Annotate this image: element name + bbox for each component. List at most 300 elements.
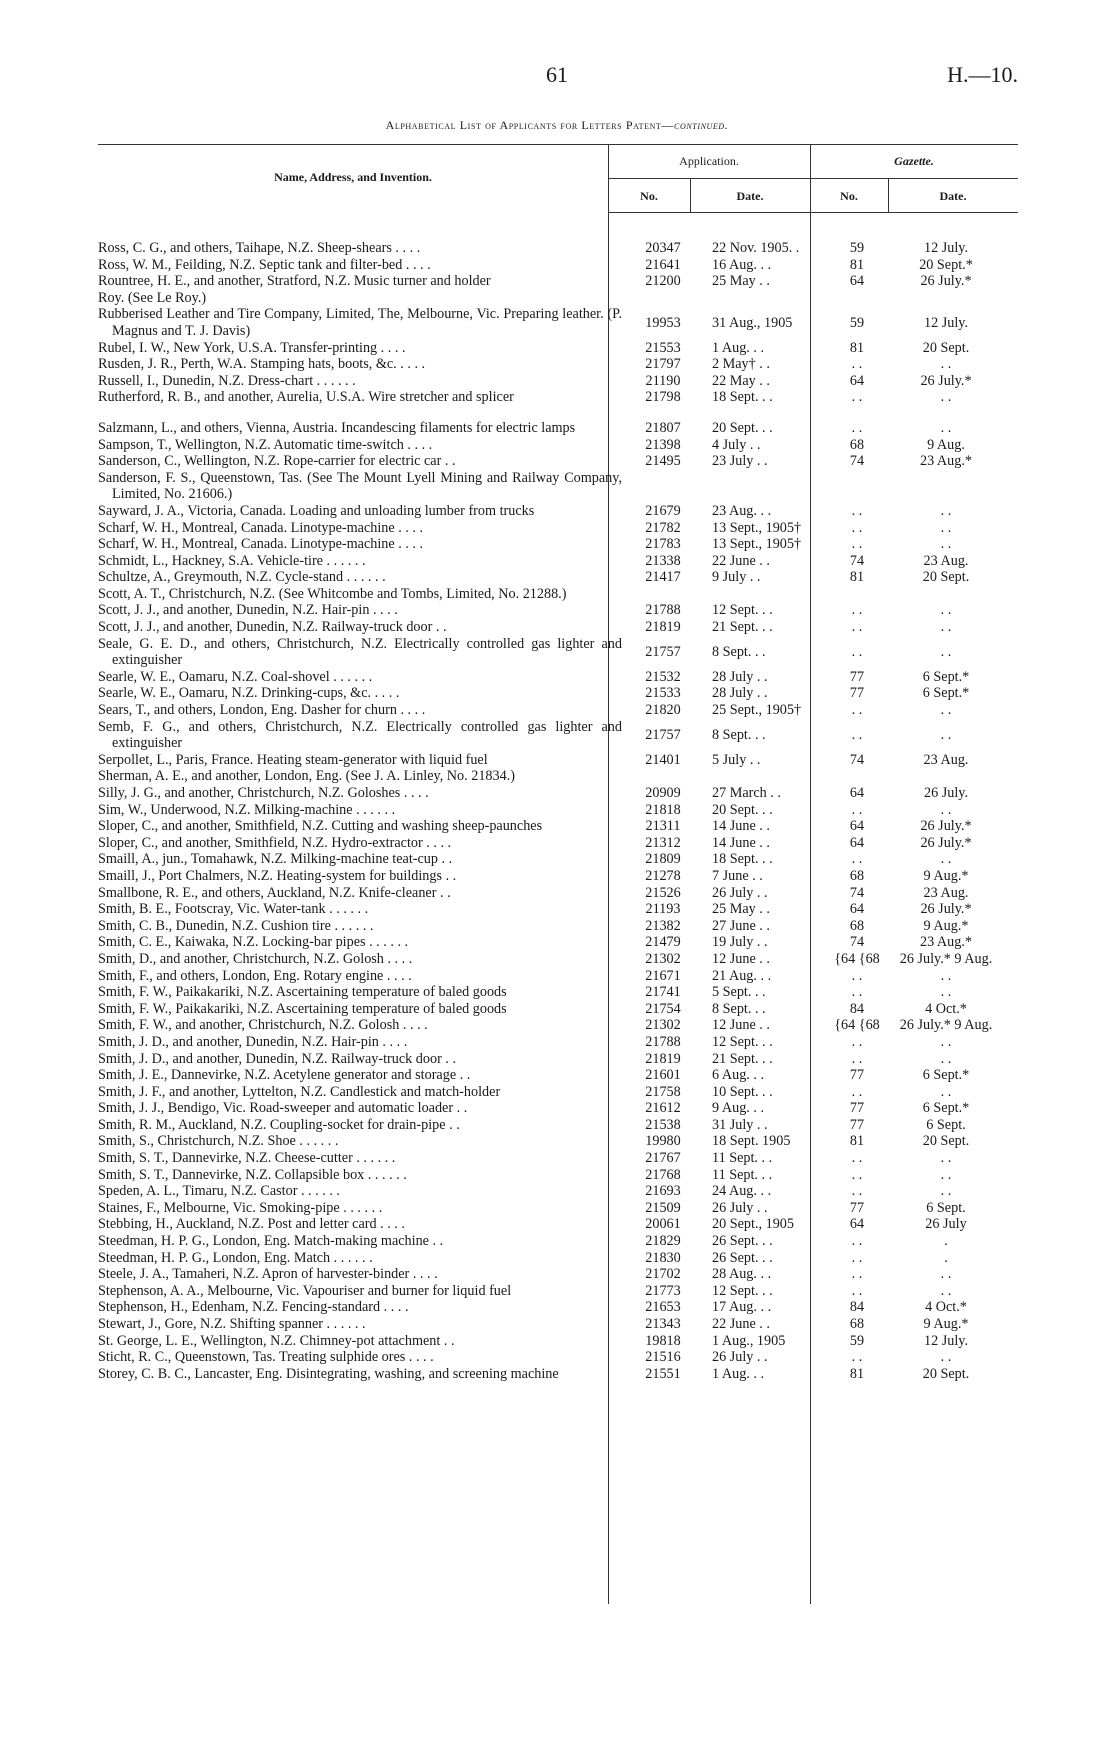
table-row	[98, 1001, 1018, 1018]
application-date-cell: 28 July . .	[712, 685, 768, 702]
gazette-date-cell: 26 July.*	[920, 372, 972, 389]
applicant-cell: Smith, J. J., Bendigo, Vic. Road-sweeper and automatic loader . .	[98, 1100, 468, 1117]
table-row	[98, 1167, 1018, 1184]
table-row	[98, 240, 1018, 257]
applicant-cell: Smith, F., and others, London, Eng. Rotary engine . . . .	[98, 967, 412, 984]
applicant-cell: Smaill, A., jun., Tomahawk, N.Z. Milking-machine teat-cup . .	[98, 851, 453, 868]
gazette-no-cell: . .	[851, 1183, 863, 1200]
application-date-cell: 7 June . .	[712, 867, 763, 884]
application-date-cell: 5 Sept. . .	[712, 984, 766, 1001]
application-date-cell: 4 July . .	[712, 436, 761, 453]
gazette-no-cell: 81	[849, 1133, 865, 1150]
list-title-continued: continued.	[674, 118, 729, 132]
table-row	[98, 1299, 1018, 1316]
gazette-no-cell: 64	[849, 901, 865, 918]
application-date-cell: 11 Sept. . .	[712, 1150, 773, 1167]
gazette-no-cell: . .	[851, 619, 863, 636]
application-no-cell: 21797	[645, 356, 681, 373]
table-body	[98, 240, 1018, 1382]
application-date-cell: 11 Sept. . .	[712, 1166, 773, 1183]
application-no-cell: 21788	[645, 602, 681, 619]
list-title	[0, 118, 1114, 133]
applicant-cell: Storey, C. B. C., Lancaster, Eng. Disintegrating, washing, and screening machine	[98, 1365, 559, 1382]
gazette-no-cell: . .	[851, 726, 863, 743]
gazette-no-cell: 84	[849, 1299, 865, 1316]
application-no-cell: 21343	[645, 1316, 681, 1332]
gazette-no-cell: 68	[849, 867, 865, 884]
gazette-date-cell: .	[944, 1249, 948, 1266]
gazette-no-cell: 81	[849, 569, 865, 586]
table-row	[98, 868, 1018, 885]
gazette-no-cell: 74	[849, 552, 865, 569]
applicant-cell: Rountree, H. E., and another, Stratford, N.Z. Music turner and holder	[98, 273, 491, 290]
gazette-date-cell: . .	[940, 1266, 952, 1283]
table-row	[98, 290, 1018, 307]
gazette-no-header: No.	[840, 189, 858, 203]
table-row	[98, 702, 1018, 719]
application-no-cell: 21612	[645, 1100, 681, 1117]
application-no-cell: 21302	[645, 950, 681, 967]
gazette-no-cell: . .	[851, 356, 863, 373]
table-row	[98, 1183, 1018, 1200]
application-date-cell: 17 Aug. . .	[712, 1299, 772, 1316]
applicant-cell: Smith, C. B., Dunedin, N.Z. Cushion tire . . . . . .	[98, 917, 374, 934]
gazette-date-cell: 26 July.*	[920, 901, 972, 918]
applicant-cell: Sanderson, C., Wellington, N.Z. Rope-carrier for electric car . .	[98, 453, 456, 470]
application-date-header: Date.	[736, 189, 764, 203]
gazette-no-cell: . .	[851, 1083, 863, 1100]
table-row	[98, 934, 1018, 951]
table-row	[98, 453, 1018, 470]
gazette-no-cell: . .	[851, 602, 863, 619]
applicant-cell: Steedman, H. P. G., London, Eng. Match-making machine . .	[98, 1233, 444, 1250]
applicant-cell: Smith, J. D., and another, Dunedin, N.Z. Hair-pin . . . .	[98, 1033, 408, 1050]
table-row	[98, 1250, 1018, 1267]
table-row	[98, 752, 1018, 769]
gazette-date-cell: 20 Sept.	[922, 1133, 970, 1150]
gazette-date-header: Date.	[939, 189, 967, 203]
application-no-cell: 21767	[645, 1150, 681, 1167]
table-row	[98, 273, 1018, 290]
applicant-cell: Sloper, C., and another, Smithfield, N.Z. Hydro-extractor . . . .	[98, 834, 452, 851]
application-date-cell: 20 Sept. . .	[712, 801, 773, 818]
applicant-cell: Smaill, J., Port Chalmers, N.Z. Heating-system for buildings . .	[98, 867, 457, 884]
applicant-cell: Speden, A. L., Timaru, N.Z. Castor . . . . . .	[98, 1183, 340, 1200]
applicant-cell: Smith, S. T., Dannevirke, N.Z. Cheese-cutter . . . . . .	[98, 1150, 396, 1167]
application-date-cell: 1 Aug. . .	[712, 1365, 765, 1382]
gazette-date-cell: 9 Aug.*	[923, 1316, 969, 1332]
applicant-cell: Scharf, W. H., Montreal, Canada. Linotype-machine . . . .	[98, 536, 424, 553]
gazette-date-cell: . .	[940, 419, 952, 436]
table-row	[98, 885, 1018, 902]
application-no-cell: 21312	[645, 834, 681, 851]
table-row	[98, 768, 1018, 785]
application-no-cell: 21495	[645, 453, 681, 470]
gazette-date-cell: 6 Sept.	[926, 1116, 966, 1133]
application-date-cell: 27 March . .	[712, 785, 781, 801]
application-date-cell: 27 June . .	[712, 917, 770, 934]
table-row	[98, 1233, 1018, 1250]
gazette-date-cell: 20 Sept.	[922, 569, 970, 586]
applicants-table	[98, 144, 1018, 1604]
gazette-date-cell: . .	[940, 1083, 952, 1100]
application-no-cell: 19980	[645, 1133, 681, 1150]
table-row	[98, 503, 1018, 520]
applicant-cell: St. George, L. E., Wellington, N.Z. Chimney-pot attachment . .	[98, 1332, 455, 1349]
table-row	[98, 818, 1018, 835]
gazette-date-cell: . .	[940, 702, 952, 719]
application-date-cell: 22 June . .	[712, 1316, 770, 1332]
application-no-cell: 21401	[645, 751, 681, 768]
gazette-date-cell: 6 Sept.*	[922, 668, 970, 685]
gazette-date-cell: . .	[940, 1183, 952, 1200]
table-row	[98, 1200, 1018, 1217]
application-no-cell: 21671	[645, 967, 681, 984]
applicant-cell: Stephenson, H., Edenham, N.Z. Fencing-standard . . . .	[98, 1299, 409, 1316]
application-date-cell: 26 July . .	[712, 1199, 768, 1216]
application-date-cell: 31 Aug., 1905	[712, 314, 793, 331]
gazette-no-cell: 74	[849, 884, 865, 901]
gazette-date-cell: . .	[940, 1349, 952, 1366]
application-no-cell: 21693	[645, 1183, 681, 1200]
table-row	[98, 1333, 1018, 1350]
applicant-cell: Semb, F. G., and others, Christchurch, N.Z. Electrically controlled gas lighter and extinguisher	[98, 718, 622, 752]
applicant-cell: Rusden, J. R., Perth, W.A. Stamping hats, boots, &c. . . . .	[98, 356, 426, 373]
application-no-cell: 21382	[645, 917, 681, 934]
document-ref: H.—10.	[947, 62, 1018, 87]
table-row	[98, 569, 1018, 586]
gazette-date-cell: 23 Aug.*	[919, 934, 973, 951]
application-date-cell: 6 Aug. . .	[712, 1067, 765, 1084]
application-date-cell: 25 May . .	[712, 901, 770, 918]
applicant-cell: Sloper, C., and another, Smithfield, N.Z. Cutting and washing sheep-paunches	[98, 818, 543, 835]
table-row	[98, 536, 1018, 553]
applicant-cell: Smith, S. T., Dannevirke, N.Z. Collapsible box . . . . . .	[98, 1166, 407, 1183]
application-date-cell: 28 July . .	[712, 668, 768, 685]
table-row	[98, 1349, 1018, 1366]
table-top-rule	[98, 144, 1018, 145]
gazette-date-cell: 26 July.	[923, 785, 968, 801]
table-row	[98, 1133, 1018, 1150]
gazette-no-cell: . .	[851, 1233, 863, 1250]
gazette-no-cell: 64	[849, 1216, 865, 1233]
gazette-no-cell: 81	[849, 256, 865, 273]
applicant-cell: Searle, W. E., Oamaru, N.Z. Drinking-cups, &c. . . . .	[98, 685, 400, 702]
gazette-date-cell: 9 Aug.	[927, 436, 965, 453]
table-row	[98, 373, 1018, 390]
applicant-cell: Smith, F. W., Paikakariki, N.Z. Ascertaining temperature of baled goods	[98, 1000, 507, 1017]
application-no-cell: 21601	[645, 1067, 681, 1084]
application-date-cell: 12 Sept. . .	[712, 1033, 773, 1050]
application-date-cell: 1 Aug. . .	[712, 339, 765, 356]
table-row	[98, 1034, 1018, 1051]
gazette-no-cell: . .	[851, 1033, 863, 1050]
application-date-cell: 8 Sept. . .	[712, 726, 766, 743]
application-date-cell: 18 Sept. 1905	[712, 1133, 791, 1150]
application-date-cell: 25 May . .	[712, 273, 770, 290]
gazette-no-cell: {64 {68	[834, 950, 880, 967]
gazette-no-cell: 64	[849, 372, 865, 389]
application-no-cell: 20061	[645, 1216, 681, 1233]
applicant-cell: Smith, B. E., Footscray, Vic. Water-tank . . . . . .	[98, 901, 369, 918]
application-date-cell: 26 Sept. . .	[712, 1233, 773, 1250]
table-row	[98, 437, 1018, 454]
application-no-cell: 21768	[645, 1166, 681, 1183]
gazette-date-cell: . .	[940, 643, 952, 660]
application-date-cell: 12 June . .	[712, 950, 770, 967]
application-no-cell: 21417	[645, 569, 681, 586]
application-no-cell: 21754	[645, 1000, 681, 1017]
gazette-date-cell: 9 Aug.*	[923, 867, 969, 884]
gazette-date-cell: 26 July.* 9 Aug.	[899, 1017, 993, 1034]
application-date-cell: 20 Sept., 1905	[712, 1216, 794, 1233]
applicant-cell: Schmidt, L., Hackney, S.A. Vehicle-tire . . . . . .	[98, 552, 366, 569]
application-no-header: No.	[640, 189, 658, 203]
application-no-cell: 19953	[645, 314, 681, 331]
gazette-no-cell: . .	[851, 1249, 863, 1266]
applicant-cell: Smith, C. E., Kaiwaka, N.Z. Locking-bar pipes . . . . . .	[98, 934, 409, 951]
gazette-no-cell: 81	[849, 339, 865, 356]
applicant-cell: Schultze, A., Greymouth, N.Z. Cycle-stand . . . . . .	[98, 569, 386, 586]
application-date-cell: 19 July . .	[712, 934, 768, 951]
applicant-cell: Smith, J. D., and another, Dunedin, N.Z. Railway-truck door . .	[98, 1050, 456, 1067]
gazette-no-cell: . .	[851, 519, 863, 536]
gazette-no-cell: {64 {68	[834, 1017, 880, 1034]
application-date-cell: 24 Aug. . .	[712, 1183, 772, 1200]
applicant-cell: Smith, F. W., Paikakariki, N.Z. Ascertaining temperature of baled goods	[98, 984, 507, 1001]
gazette-no-cell: 74	[849, 934, 865, 951]
gazette-no-cell: 68	[849, 1316, 865, 1332]
application-date-cell: 23 July . .	[712, 453, 768, 470]
application-no-cell: 21653	[645, 1299, 681, 1316]
application-date-cell: 2 May† . .	[712, 356, 770, 373]
applicant-cell: Stewart, J., Gore, N.Z. Shifting spanner . . . . . .	[98, 1316, 366, 1332]
gazette-no-cell: 64	[849, 818, 865, 835]
gazette-date-cell: 6 Sept.*	[922, 1067, 970, 1084]
applicant-cell: Stephenson, A. A., Melbourne, Vic. Vapouriser and burner for liquid fuel	[98, 1282, 512, 1299]
gazette-date-cell: 26 July.*	[920, 834, 972, 851]
gazette-date-cell: . .	[940, 619, 952, 636]
application-no-cell: 21773	[645, 1282, 681, 1299]
gazette-date-cell: . .	[940, 726, 952, 743]
gazette-date-cell: . .	[940, 984, 952, 1001]
application-no-cell: 21533	[645, 685, 681, 702]
gazette-date-cell: 23 Aug.*	[919, 453, 973, 470]
table-row	[98, 389, 1018, 406]
gazette-date-cell: . .	[940, 502, 952, 519]
gazette-no-cell: . .	[851, 1150, 863, 1167]
application-no-cell: 21757	[645, 726, 681, 743]
application-no-cell: 21788	[645, 1033, 681, 1050]
application-column-header: Application.	[679, 154, 739, 168]
gazette-no-cell: . .	[851, 1050, 863, 1067]
table-row	[98, 470, 1018, 503]
application-date-cell: 14 June . .	[712, 834, 770, 851]
applicant-cell: Smith, R. M., Auckland, N.Z. Coupling-socket for drain-pipe . .	[98, 1116, 460, 1133]
application-no-cell: 21516	[645, 1349, 681, 1366]
gazette-no-cell: 68	[849, 917, 865, 934]
application-date-cell: 22 May . .	[712, 372, 770, 389]
gazette-date-cell: 4 Oct.*	[925, 1299, 967, 1316]
table-row	[98, 968, 1018, 985]
applicant-cell: Salzmann, L., and others, Vienna, Austria. Incandescing filaments for electric lamps	[98, 419, 576, 436]
application-no-cell: 21479	[645, 934, 681, 951]
table-row	[98, 1084, 1018, 1101]
application-no-cell: 21830	[645, 1249, 681, 1266]
table-row	[98, 420, 1018, 437]
gazette-no-cell: . .	[851, 984, 863, 1001]
application-date-cell: 22 June . .	[712, 552, 770, 569]
gazette-no-cell: 77	[849, 668, 865, 685]
application-no-cell: 21809	[645, 851, 681, 868]
application-no-cell: 21819	[645, 619, 681, 636]
application-date-cell: 20 Sept. . .	[712, 419, 773, 436]
applicant-cell: Sim, W., Underwood, N.Z. Milking-machine . . . . . .	[98, 801, 396, 818]
gazette-no-cell: . .	[851, 1166, 863, 1183]
table-row	[98, 951, 1018, 968]
table-row	[98, 1067, 1018, 1084]
gazette-no-cell: 64	[849, 273, 865, 290]
application-no-cell: 21338	[645, 552, 681, 569]
table-row	[98, 257, 1018, 274]
gazette-no-cell: 77	[849, 1116, 865, 1133]
gazette-no-cell: . .	[851, 702, 863, 719]
application-no-cell: 21783	[645, 536, 681, 553]
application-date-cell: 31 July . .	[712, 1116, 768, 1133]
list-title-main: Alphabetical List of Applicants for Letters Patent—	[385, 118, 675, 132]
application-date-cell: 23 Aug. . .	[712, 502, 772, 519]
table-row	[98, 306, 1018, 339]
application-no-cell: 21538	[645, 1116, 681, 1133]
gazette-no-cell: 59	[849, 1332, 865, 1349]
applicant-cell: Sayward, J. A., Victoria, Canada. Loading and unloading lumber from trucks	[98, 502, 535, 519]
gazette-no-cell: 64	[849, 834, 865, 851]
applicant-cell: Scharf, W. H., Montreal, Canada. Linotype-machine . . . .	[98, 519, 424, 536]
table-row	[98, 901, 1018, 918]
gazette-no-cell: 81	[849, 1365, 865, 1382]
application-date-cell: 10 Sept. . .	[712, 1083, 773, 1100]
application-date-cell: 13 Sept., 1905†	[712, 536, 802, 553]
gazette-date-cell: . .	[940, 967, 952, 984]
application-no-cell: 21819	[645, 1050, 681, 1067]
application-date-cell: 14 June . .	[712, 818, 770, 835]
application-date-cell: 12 Sept. . .	[712, 602, 773, 619]
applicant-cell: Sticht, R. C., Queenstown, Tas. Treating sulphide ores . . . .	[98, 1349, 434, 1366]
gazette-no-cell: . .	[851, 502, 863, 519]
application-no-cell: 20909	[645, 785, 681, 801]
application-no-cell: 21532	[645, 668, 681, 685]
gazette-date-cell: 26 July.*	[920, 818, 972, 835]
gazette-no-cell: . .	[851, 1349, 863, 1366]
table-row	[98, 669, 1018, 686]
table-row	[98, 1100, 1018, 1117]
applicant-cell: Roy. (See Le Roy.)	[98, 289, 207, 306]
application-date-cell: 8 Sept. . .	[712, 1000, 766, 1017]
application-date-cell: 12 Sept. . .	[712, 1282, 773, 1299]
gazette-date-cell: 26 July.* 9 Aug.	[899, 950, 993, 967]
table-row	[98, 636, 1018, 669]
applicant-cell: Smith, J. F., and another, Lyttelton, N.Z. Candlestick and match-holder	[98, 1083, 501, 1100]
table-row	[98, 1117, 1018, 1134]
application-date-cell: 13 Sept., 1905†	[712, 519, 802, 536]
application-no-cell: 21641	[645, 256, 681, 273]
application-no-cell: 21302	[645, 1017, 681, 1034]
application-date-cell: 8 Sept. . .	[712, 643, 766, 660]
application-no-cell: 21820	[645, 702, 681, 719]
applicant-cell: Rubberised Leather and Tire Company, Limited, The, Melbourne, Vic. Preparing leather. (P. Magnus and T. J. Davis)	[98, 306, 622, 339]
gazette-no-cell: 74	[849, 751, 865, 768]
application-no-cell: 21757	[645, 643, 681, 660]
application-date-cell: 22 Nov. 1905. .	[712, 240, 800, 256]
gazette-date-cell: 12 July.	[923, 314, 968, 331]
application-date-cell: 26 July . .	[712, 1349, 768, 1366]
applicant-cell: Searle, W. E., Oamaru, N.Z. Coal-shovel . . . . . .	[98, 668, 373, 685]
table-row	[98, 1283, 1018, 1300]
gazette-date-cell: . .	[940, 519, 952, 536]
applicant-cell: Smith, S., Christchurch, N.Z. Shoe . . . . . .	[98, 1133, 339, 1150]
gazette-date-cell: . .	[940, 1166, 952, 1183]
gazette-no-cell: 64	[849, 785, 865, 801]
table-row	[98, 835, 1018, 852]
gazette-date-cell: . .	[940, 389, 952, 406]
table-row	[98, 1316, 1018, 1333]
table-row	[98, 553, 1018, 570]
applicant-cell: Russell, I., Dunedin, N.Z. Dress-chart . . . . . .	[98, 372, 356, 389]
table-row	[98, 520, 1018, 537]
applicant-cell: Sherman, A. E., and another, London, Eng. (See J. A. Linley, No. 21834.)	[98, 768, 515, 785]
applicant-cell: Sanderson, F. S., Queenstown, Tas. (See The Mount Lyell Mining and Railway Company, Limited, No. 21606.)	[98, 469, 622, 503]
applicant-cell: Scott, J. J., and another, Dunedin, N.Z. Hair-pin . . . .	[98, 602, 398, 619]
gazette-date-cell: . .	[940, 851, 952, 868]
gazette-date-cell: . .	[940, 1150, 952, 1167]
gazette-date-cell: 20 Sept.	[922, 1365, 970, 1382]
table-row	[98, 1366, 1018, 1383]
gazette-date-cell: 23 Aug.	[923, 884, 969, 901]
gazette-date-cell: . .	[940, 1050, 952, 1067]
gazette-column-header: Gazette.	[894, 154, 934, 168]
gazette-date-cell: . .	[940, 1282, 952, 1299]
application-no-cell: 21782	[645, 519, 681, 536]
page-number: 61	[546, 62, 568, 87]
application-no-cell: 21526	[645, 884, 681, 901]
table-row	[98, 602, 1018, 619]
gazette-date-cell: 4 Oct.*	[925, 1000, 967, 1017]
gazette-date-cell: 26 July	[925, 1216, 967, 1233]
application-no-cell: 20347	[645, 240, 681, 256]
gazette-date-cell: 9 Aug.*	[923, 917, 969, 934]
application-date-cell: 26 Sept. . .	[712, 1249, 773, 1266]
gazette-date-cell: . .	[940, 536, 952, 553]
gazette-no-cell: . .	[851, 536, 863, 553]
gazette-no-cell: . .	[851, 1282, 863, 1299]
application-no-cell: 21398	[645, 436, 681, 453]
table-row	[98, 586, 1018, 603]
application-date-cell: 26 July . .	[712, 884, 768, 901]
applicant-cell: Smith, D., and another, Christchurch, N.Z. Golosh . . . .	[98, 950, 413, 967]
applicant-cell: Smith, F. W., and another, Christchurch, N.Z. Golosh . . . .	[98, 1017, 428, 1034]
table-row	[98, 802, 1018, 819]
application-date-cell: 9 July . .	[712, 569, 761, 586]
header-bottom-rule	[608, 212, 1018, 213]
gazette-no-cell: 77	[849, 685, 865, 702]
gazette-date-cell: 12 July.	[923, 1332, 968, 1349]
gazette-no-cell: . .	[851, 1266, 863, 1283]
application-date-cell: 9 Aug. . .	[712, 1100, 765, 1117]
applicant-cell: Steedman, H. P. G., London, Eng. Match . . . . . .	[98, 1249, 373, 1266]
section-gap	[98, 406, 1018, 420]
application-no-cell: 21758	[645, 1083, 681, 1100]
application-date-cell: 21 Sept. . .	[712, 1050, 773, 1067]
